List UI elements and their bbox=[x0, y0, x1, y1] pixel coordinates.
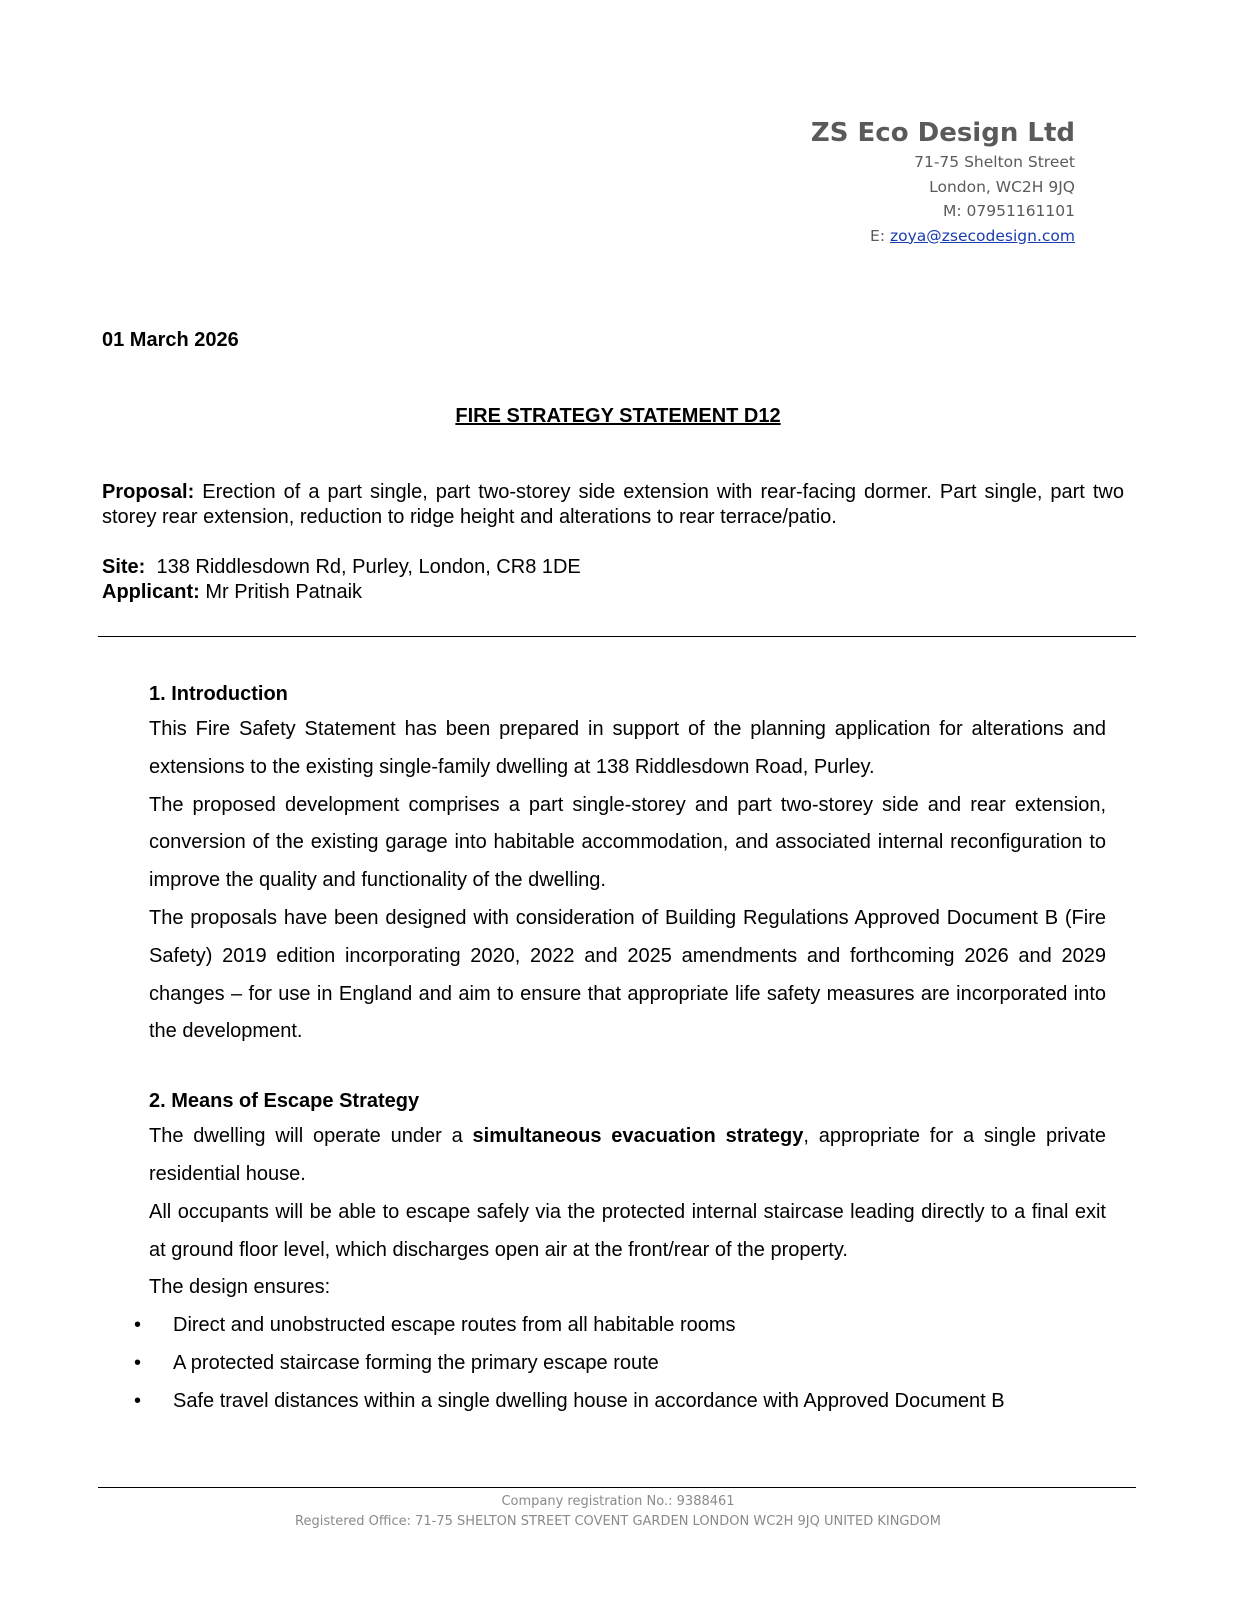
section-2-paragraph-3: The design ensures: bbox=[149, 1276, 331, 1299]
company-address-line-2: London, WC2H 9JQ bbox=[929, 177, 1075, 196]
section-1-paragraph-3: The proposals have been designed with consideration of Building Regulations Approved Document B (Fire Safety) 2019 edition incorporating 2020, 2022 and 2025 amendments and forthcoming 2026 and 2029 changes – for use in England and aim to ensure that appropriate life safety measures are incorporated into the development. bbox=[149, 906, 1106, 1043]
section-spacer bbox=[149, 1051, 1106, 1088]
section-2-paragraph-1-emphasis: simultaneous evacuation strategy bbox=[472, 1125, 804, 1148]
document-date: 01 March 2026 bbox=[102, 329, 239, 351]
footer bbox=[0, 1492, 1236, 1532]
footer-registration: Company registration No.: 9388461 bbox=[501, 1494, 735, 1509]
proposal-block bbox=[102, 480, 1124, 530]
email-link[interactable]: zoya@zsecodesign.com bbox=[890, 226, 1075, 245]
applicant-label: Applicant: bbox=[102, 581, 200, 603]
document-title: FIRE STRATEGY STATEMENT D12 bbox=[455, 405, 781, 427]
letterhead bbox=[811, 116, 1075, 248]
bullet-icon: • bbox=[134, 1314, 142, 1337]
list-item bbox=[134, 1345, 1106, 1383]
list-item-text: Direct and unobstructed escape routes from all habitable rooms bbox=[173, 1314, 736, 1337]
section-2-heading: 2. Means of Escape Strategy bbox=[149, 1090, 420, 1113]
list-item bbox=[134, 1307, 1106, 1345]
header-divider bbox=[98, 636, 1136, 637]
proposal-text: Erection of a part single, part two-storey side extension with rear-facing dormer. Part single, part two storey rear extension, reduction to ridge height and alterations to rear terrace/patio. bbox=[102, 481, 1124, 528]
site-applicant-block bbox=[102, 555, 581, 605]
company-mobile: M: 07951161101 bbox=[943, 202, 1075, 220]
bullet-icon: • bbox=[134, 1351, 142, 1374]
list-item-text: A protected staircase forming the primary escape route bbox=[173, 1351, 659, 1374]
applicant-line bbox=[102, 580, 581, 605]
proposal-label: Proposal: bbox=[102, 481, 195, 503]
site-label: Site: bbox=[102, 556, 146, 578]
site-line bbox=[102, 555, 581, 580]
design-bullet-list bbox=[134, 1307, 1106, 1420]
list-item-text: Safe travel distances within a single dwelling house in accordance with Approved Document B bbox=[173, 1389, 1005, 1412]
footer-divider bbox=[98, 1487, 1136, 1488]
list-item bbox=[134, 1383, 1106, 1421]
section-1-heading: 1. Introduction bbox=[149, 683, 288, 705]
section-2-paragraph-1-end: , appropriate for a single private residential house. bbox=[149, 1125, 1106, 1185]
section-1-paragraph-1: This Fire Safety Statement has been prepared in support of the planning application for alterations and extensions to the existing single-family dwelling at 138 Riddlesdown Road, Purley. bbox=[149, 718, 1106, 778]
section-1-paragraph-2: The proposed development comprises a part single-storey and part two-storey side and rear extension, conversion of the existing garage into habitable accommodation, and associated internal reconfiguration to improve the quality and functionality of the dwelling. bbox=[149, 793, 1106, 892]
section-2-paragraph-1-start: The dwelling will operate under a bbox=[149, 1125, 473, 1148]
site-text: 138 Riddlesdown Rd, Purley, London, CR8 1DE bbox=[145, 556, 581, 578]
bullet-icon: • bbox=[134, 1389, 142, 1412]
company-email-line bbox=[811, 224, 1075, 249]
company-name: ZS Eco Design Ltd bbox=[810, 118, 1075, 148]
section-2-paragraph-1 bbox=[149, 1118, 1106, 1194]
footer-registered-office: Registered Office: 71-75 SHELTON STREET COVENT GARDEN LONDON WC2H 9JQ UNITED KINGDOM bbox=[295, 1514, 941, 1529]
applicant-text: Mr Pritish Patnaik bbox=[199, 581, 363, 603]
section-2-paragraph-2: All occupants will be able to escape safely via the protected internal staircase leading directly to a final exit at ground floor level, which discharges open air at the front/rear of the property. bbox=[149, 1200, 1106, 1261]
email-prefix: E: bbox=[870, 226, 890, 245]
document-body bbox=[134, 681, 1106, 1421]
company-address-line-1: 71-75 Shelton Street bbox=[914, 153, 1075, 171]
